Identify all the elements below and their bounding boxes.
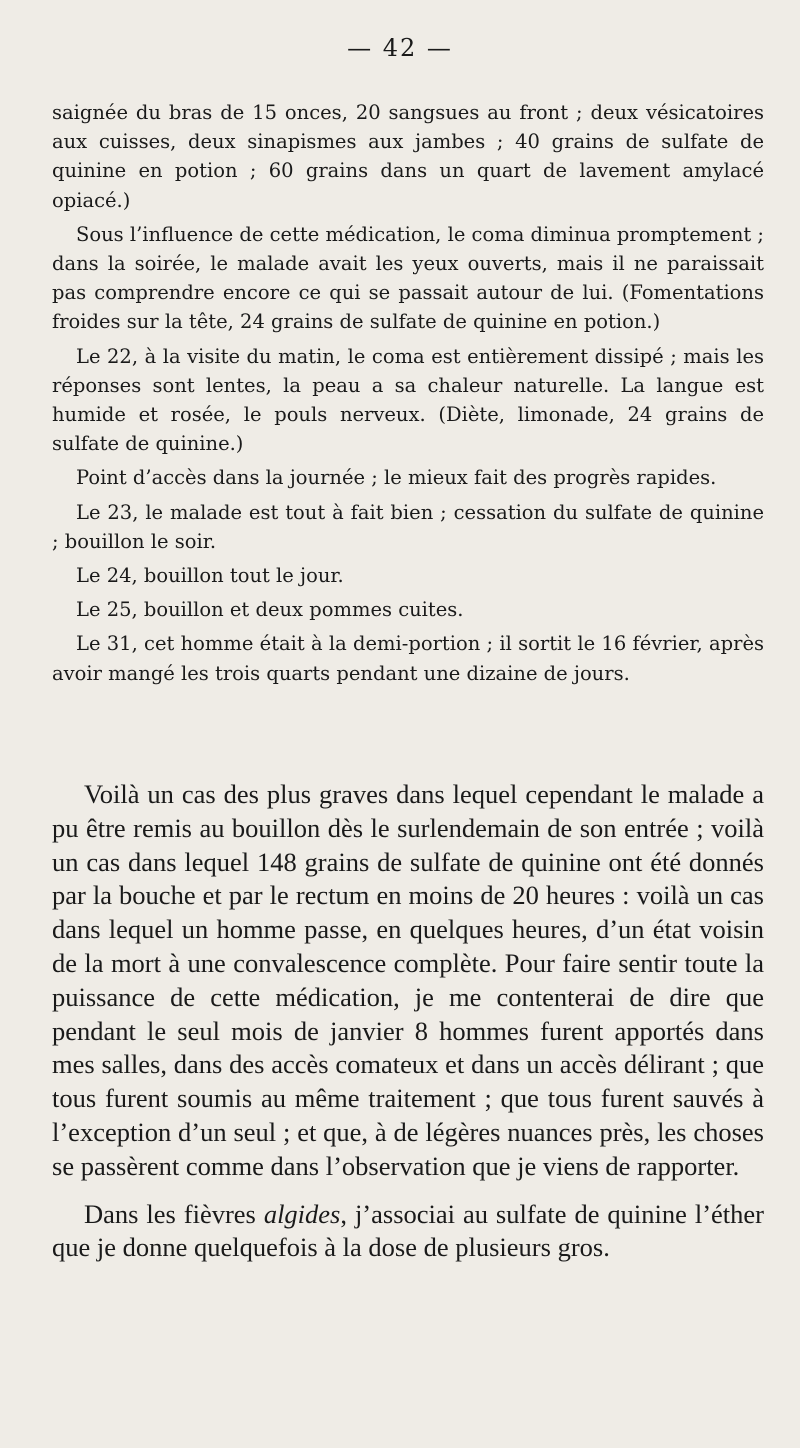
paragraph-text: , j’associai au sulfate de quinine l’éther que je donne quelquefois à la dose de plusieurs gros. bbox=[52, 1198, 764, 1263]
body-paragraph: Voilà un cas des plus graves dans lequel cependant le malade a pu être remis au bouillon dès le surlendemain de son entrée ; voilà un cas dans lequel 148 grains de sulfate de quinine ont été donnés par la bouche et par le rectum en moins de 20 heures : voilà un cas dans lequel un homme passe, en quelques heures, d’un état voisin de la mort à une convalescence complète. Pour faire sentir toute la puissance de cette médication, je me contenterai de dire que pendant le seul mois de janvier 8 hommes furent apportés dans mes salles, dans des accès comateux et dans un accès délirant ; que tous furent soumis au même traitement ; que tous furent sauvés à l’exception d’un seul ; et que, à de légères nuances près, les choses se passèrent comme dans l’observation que je viens de rapporter. bbox=[52, 779, 764, 1181]
note-paragraph: Le 24, bouillon tout le jour. bbox=[76, 564, 344, 588]
note-paragraph: Le 23, le malade est tout à fait bien ; cessation du sulfate de quinine ; bouillon le soir. bbox=[52, 500, 764, 553]
page-number: — 42 — bbox=[347, 34, 453, 62]
body-paragraph bbox=[52, 1198, 764, 1266]
clinical-notes bbox=[52, 98, 764, 693]
note-paragraph: Le 22, à la visite du matin, le coma est entièrement dissipé ; mais les réponses sont lentes, la peau a sa chaleur naturelle. La langue est humide et rosée, le pouls nerveux. (Diète, limonade, 24 grains de sulfate de quinine.) bbox=[52, 344, 764, 456]
paragraph-text: Dans les fièvres bbox=[84, 1198, 264, 1229]
note-paragraph: Sous l’influence de cette médication, le coma diminua promptement ; dans la soirée, le malade avait les yeux ouverts, mais il ne paraissait pas comprendre encore ce qui se passait autour de lui. (Fomentations froides sur la tête, 24 grains de sulfate de quinine en potion.) bbox=[52, 222, 765, 334]
main-text bbox=[52, 778, 764, 1279]
note-paragraph: Le 31, cet homme était à la demi-portion ; il sortit le 16 février, après avoir mangé les trois quarts pendant une dizaine de jours. bbox=[52, 632, 764, 685]
note-paragraph: Le 25, bouillon et deux pommes cuites. bbox=[76, 598, 464, 622]
italic-term: algides bbox=[263, 1198, 341, 1229]
note-paragraph: Point d’accès dans la journée ; le mieux fait des progrès rapides. bbox=[76, 466, 717, 490]
note-paragraph: saignée du bras de 15 onces, 20 sangsues au front ; deux vésicatoires aux cuisses, deux sinapismes aux jambes ; 40 grains de sulfate de quinine en potion ; 60 grains dans un quart de lavement amylacé opiacé.) bbox=[52, 101, 764, 212]
